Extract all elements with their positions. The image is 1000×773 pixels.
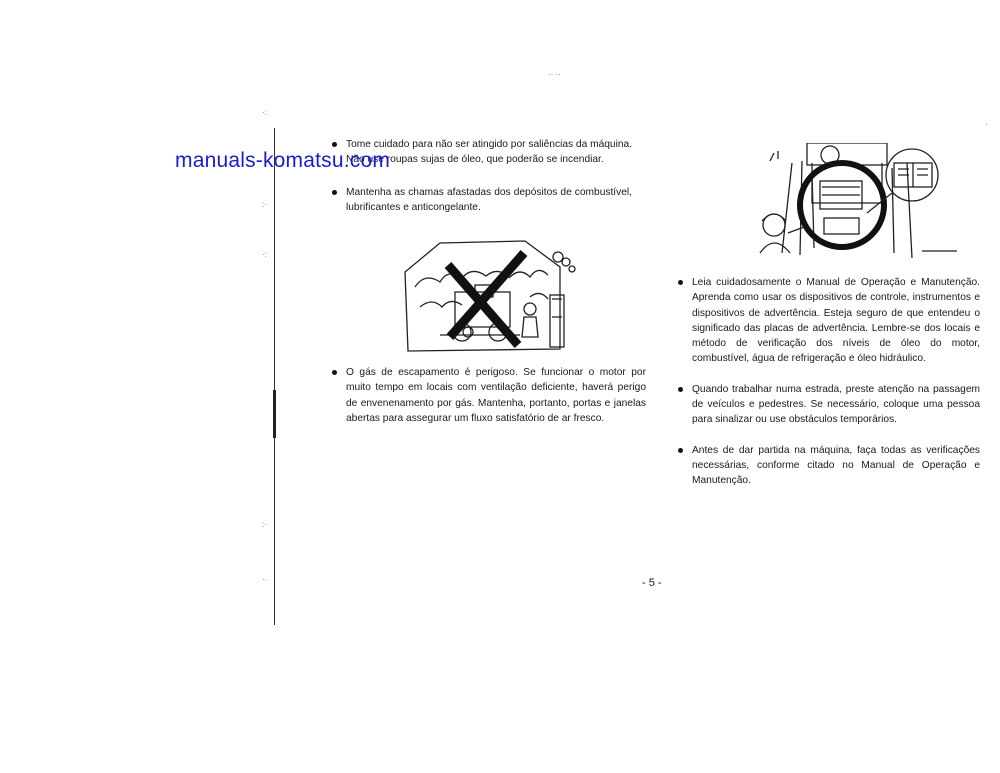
operator-reading-manual-icon <box>752 143 962 268</box>
list-item <box>332 185 632 216</box>
bullet-icon <box>678 280 683 285</box>
bullet-icon <box>332 142 337 147</box>
list-item <box>332 365 646 426</box>
list-item <box>678 275 980 367</box>
scan-speck: :· <box>262 520 267 529</box>
list-item <box>678 443 980 489</box>
scan-speck: ·: <box>262 250 267 259</box>
bullet-text: O gás de escapamento é perigoso. Se funcionar o motor por muito tempo em locais com ventilação deficiente, haverá perigo de envenenamento por gás. Mantenha, portanto, portas e janelas abertas para assegurar um fluxo satisfatório de ar fresco. <box>346 367 646 424</box>
bullet-text: Leia cuidadosamente o Manual de Operação e Manutenção. Aprenda como usar os dispositivos de controle, instrumentos e dispositivos de advertência. Esteja seguro de que entendeu o significado das placas de advertência. Lembre-se dos locais e método de verificação dos níveis de óleo do motor, combustível, água de refrigeração e óleo hidráulico. <box>692 277 980 365</box>
bullet-text: Antes de dar partida na máquina, faça todas as verificações necessárias, conforme citado no Manual de Operação e Manutenção. <box>692 444 980 487</box>
machine-in-smoke-crossed-out-icon <box>400 237 576 357</box>
bullet-text: Mantenha as chamas afastadas dos depósitos de combustível, lubrificantes e anticongelante. <box>346 186 632 213</box>
scan-speck: :· <box>262 200 267 209</box>
right-column <box>678 275 980 489</box>
bullet-text: Quando trabalhar numa estrada, preste atenção na passagem de veículos e pedestres. Se necessário, coloque uma pessoa para sinalizar ou use obstáculos temporários. <box>692 383 980 426</box>
bullet-icon <box>678 448 683 453</box>
scan-speck: ·· <box>262 575 268 584</box>
bullet-text: Tome cuidado para não ser atingido por saliências da máquina. Não use roupas sujas de óleo, que poderão se incendiar. <box>346 139 632 166</box>
list-item <box>678 382 980 428</box>
binding-mark <box>273 390 276 438</box>
scan-speck: · <box>985 120 988 129</box>
bullet-icon <box>332 190 337 195</box>
bullet-icon <box>332 370 337 375</box>
bullet-icon <box>678 387 683 392</box>
binding-line <box>274 128 275 625</box>
watermark-link[interactable]: manuals-komatsu.com <box>175 149 391 172</box>
page-number: - 5 - <box>642 577 662 589</box>
scan-speck: ·· ·· <box>548 70 561 79</box>
scan-speck: ·: <box>262 108 267 117</box>
